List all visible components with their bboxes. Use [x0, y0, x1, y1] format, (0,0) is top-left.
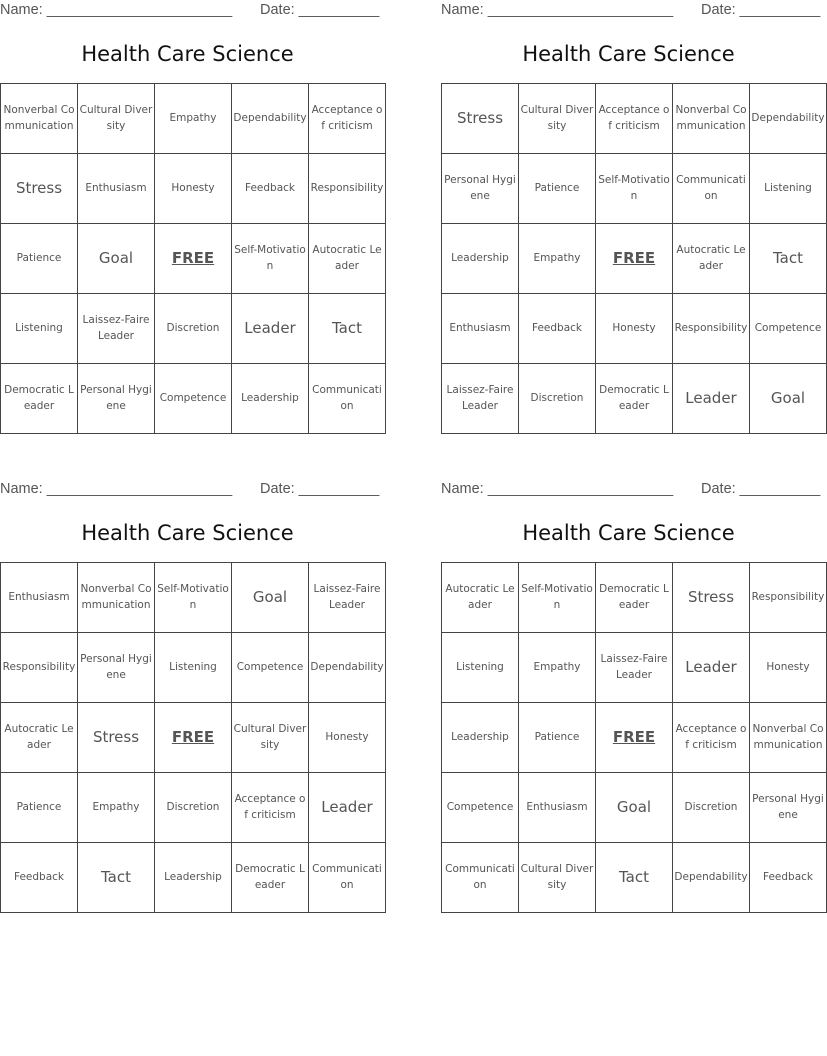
bingo-cell[interactable]: Responsibility [309, 154, 386, 224]
bingo-cell[interactable]: Goal [750, 364, 827, 434]
bingo-cell[interactable]: Enthusiasm [1, 563, 78, 633]
grid-row [442, 364, 827, 434]
bingo-cell[interactable]: Discretion [155, 294, 232, 364]
bingo-cell[interactable]: Empathy [155, 84, 232, 154]
bingo-cell[interactable]: FREE [596, 224, 673, 294]
bingo-cell[interactable]: Acceptance of criticism [309, 84, 386, 154]
bingo-cell[interactable]: Personal Hygiene [78, 633, 155, 703]
grid-row [1, 294, 386, 364]
bingo-cell[interactable]: Laissez-Faire Leader [309, 563, 386, 633]
bingo-cell[interactable]: Leadership [232, 364, 309, 434]
bingo-cell[interactable]: Cultural Diversity [78, 84, 155, 154]
grid-row [442, 563, 827, 633]
bingo-cell[interactable]: Tact [596, 843, 673, 913]
bingo-cell[interactable]: Patience [1, 224, 78, 294]
grid-row [442, 843, 827, 913]
grid-row [442, 703, 827, 773]
card-title: Health Care Science [522, 42, 735, 66]
bingo-card [441, 0, 825, 412]
grid-row [1, 364, 386, 434]
bingo-cell[interactable]: Leadership [442, 703, 519, 773]
bingo-cell[interactable]: Personal Hygiene [78, 364, 155, 434]
name-date-row [0, 0, 380, 20]
bingo-grid [441, 562, 827, 913]
bingo-cell[interactable]: Nonverbal Communication [673, 84, 750, 154]
bingo-cell[interactable]: Listening [1, 294, 78, 364]
grid-row [1, 773, 386, 843]
bingo-cell[interactable]: FREE [155, 703, 232, 773]
bingo-cell[interactable]: Empathy [519, 633, 596, 703]
bingo-cell[interactable]: Democratic Leader [1, 364, 78, 434]
bingo-cell[interactable]: Honesty [309, 703, 386, 773]
grid-row [442, 154, 827, 224]
bingo-cell[interactable]: Autocratic Leader [1, 703, 78, 773]
bingo-cell[interactable]: Cultural Diversity [232, 703, 309, 773]
bingo-cell[interactable]: Dependability [309, 633, 386, 703]
bingo-cell[interactable]: Enthusiasm [78, 154, 155, 224]
bingo-cell[interactable]: Responsibility [673, 294, 750, 364]
bingo-cell[interactable]: Self-Motivation [232, 224, 309, 294]
bingo-cell[interactable]: Feedback [1, 843, 78, 913]
bingo-cell[interactable]: Goal [596, 773, 673, 843]
bingo-cell[interactable]: Communication [309, 843, 386, 913]
bingo-cell[interactable]: Empathy [78, 773, 155, 843]
bingo-cell[interactable]: Competence [232, 633, 309, 703]
bingo-cell[interactable]: Acceptance of criticism [673, 703, 750, 773]
grid-row [1, 843, 386, 913]
grid-row [1, 154, 386, 224]
bingo-cell[interactable]: Feedback [750, 843, 827, 913]
bingo-cell[interactable]: Discretion [519, 364, 596, 434]
bingo-cell[interactable]: Competence [155, 364, 232, 434]
grid-row [442, 224, 827, 294]
bingo-grid [0, 83, 386, 434]
name-field[interactable]: Name: _______________________ [0, 481, 233, 497]
name-date-row [441, 0, 821, 20]
bingo-cell[interactable]: Democratic Leader [596, 563, 673, 633]
bingo-cell[interactable]: Tact [309, 294, 386, 364]
bingo-cell[interactable]: Nonverbal Communication [750, 703, 827, 773]
bingo-cell[interactable]: Leader [309, 773, 386, 843]
bingo-cell[interactable]: Communication [673, 154, 750, 224]
bingo-cell[interactable]: Honesty [155, 154, 232, 224]
name-field[interactable]: Name: _______________________ [0, 2, 233, 18]
bingo-cell[interactable]: Competence [442, 773, 519, 843]
grid-row [442, 84, 827, 154]
bingo-cell[interactable]: Listening [155, 633, 232, 703]
grid-row [1, 633, 386, 703]
bingo-cell[interactable]: Stress [78, 703, 155, 773]
grid-row [442, 633, 827, 703]
bingo-cell[interactable]: Communication [442, 843, 519, 913]
bingo-card [0, 479, 384, 891]
bingo-cell[interactable]: FREE [155, 224, 232, 294]
bingo-cell[interactable]: Personal Hygiene [750, 773, 827, 843]
date-field[interactable]: Date: __________ [260, 2, 380, 18]
bingo-cell[interactable]: Listening [750, 154, 827, 224]
card-title: Health Care Science [522, 521, 735, 545]
date-field[interactable]: Date: __________ [260, 481, 380, 497]
bingo-cell[interactable]: Acceptance of criticism [596, 84, 673, 154]
bingo-cell[interactable]: Enthusiasm [442, 294, 519, 364]
bingo-cell[interactable]: Competence [750, 294, 827, 364]
bingo-cell[interactable]: Leader [673, 633, 750, 703]
grid-row [1, 563, 386, 633]
bingo-cell[interactable]: Acceptance of criticism [232, 773, 309, 843]
bingo-cell[interactable]: Autocratic Leader [309, 224, 386, 294]
bingo-cell[interactable]: Dependability [232, 84, 309, 154]
bingo-cell[interactable]: Laissez-Faire Leader [442, 364, 519, 434]
bingo-cell[interactable]: Stress [1, 154, 78, 224]
bingo-cell[interactable]: Cultural Diversity [519, 84, 596, 154]
bingo-cell[interactable]: Cultural Diversity [519, 843, 596, 913]
bingo-cell[interactable]: Leadership [442, 224, 519, 294]
bingo-cell[interactable]: Autocratic Leader [442, 563, 519, 633]
bingo-cell[interactable]: Feedback [232, 154, 309, 224]
bingo-cell[interactable]: Discretion [673, 773, 750, 843]
name-field[interactable]: Name: _______________________ [441, 481, 674, 497]
name-field[interactable]: Name: _______________________ [441, 2, 674, 18]
bingo-cell[interactable]: Patience [519, 703, 596, 773]
bingo-cell[interactable]: Tact [750, 224, 827, 294]
bingo-cell[interactable]: Personal Hygiene [442, 154, 519, 224]
bingo-cell[interactable]: Tact [78, 843, 155, 913]
bingo-cell[interactable]: Self-Motivation [155, 563, 232, 633]
bingo-card [441, 479, 825, 891]
grid-row [1, 224, 386, 294]
bingo-cell[interactable]: Goal [78, 224, 155, 294]
bingo-cell[interactable]: Goal [232, 563, 309, 633]
bingo-cell[interactable]: Dependability [673, 843, 750, 913]
grid-row [1, 84, 386, 154]
bingo-cell[interactable]: Stress [442, 84, 519, 154]
bingo-card [0, 0, 384, 412]
bingo-cell[interactable]: FREE [596, 703, 673, 773]
bingo-cell[interactable]: Enthusiasm [519, 773, 596, 843]
bingo-cell[interactable]: Nonverbal Communication [1, 84, 78, 154]
bingo-cell[interactable]: Self-Motivation [596, 154, 673, 224]
bingo-cell[interactable]: Laissez-Faire Leader [78, 294, 155, 364]
bingo-cell[interactable]: Honesty [750, 633, 827, 703]
bingo-cell[interactable]: Democratic Leader [596, 364, 673, 434]
bingo-cell[interactable]: Stress [673, 563, 750, 633]
bingo-cell[interactable]: Communication [309, 364, 386, 434]
bingo-cell[interactable]: Responsibility [1, 633, 78, 703]
bingo-cell[interactable]: Self-Motivation [519, 563, 596, 633]
bingo-cell[interactable]: Autocratic Leader [673, 224, 750, 294]
bingo-cell[interactable]: Leadership [155, 843, 232, 913]
bingo-cell[interactable]: Listening [442, 633, 519, 703]
bingo-cell[interactable]: Feedback [519, 294, 596, 364]
bingo-cell[interactable]: Nonverbal Communication [78, 563, 155, 633]
grid-row [442, 294, 827, 364]
bingo-cell[interactable]: Empathy [519, 224, 596, 294]
bingo-cell[interactable]: Democratic Leader [232, 843, 309, 913]
bingo-cell[interactable]: Patience [1, 773, 78, 843]
bingo-grid [0, 562, 386, 913]
bingo-cell[interactable]: Discretion [155, 773, 232, 843]
name-date-row [441, 479, 821, 499]
bingo-cell[interactable]: Honesty [596, 294, 673, 364]
bingo-cell[interactable]: Dependability [750, 84, 827, 154]
grid-row [1, 703, 386, 773]
bingo-cell[interactable]: Leader [673, 364, 750, 434]
bingo-grid [441, 83, 827, 434]
grid-row [442, 773, 827, 843]
bingo-cell[interactable]: Responsibility [750, 563, 827, 633]
name-date-row [0, 479, 380, 499]
bingo-cell[interactable]: Laissez-Faire Leader [596, 633, 673, 703]
bingo-cell[interactable]: Leader [232, 294, 309, 364]
card-title: Health Care Science [81, 42, 294, 66]
bingo-cell[interactable]: Patience [519, 154, 596, 224]
card-title: Health Care Science [81, 521, 294, 545]
date-field[interactable]: Date: __________ [701, 481, 821, 497]
date-field[interactable]: Date: __________ [701, 2, 821, 18]
